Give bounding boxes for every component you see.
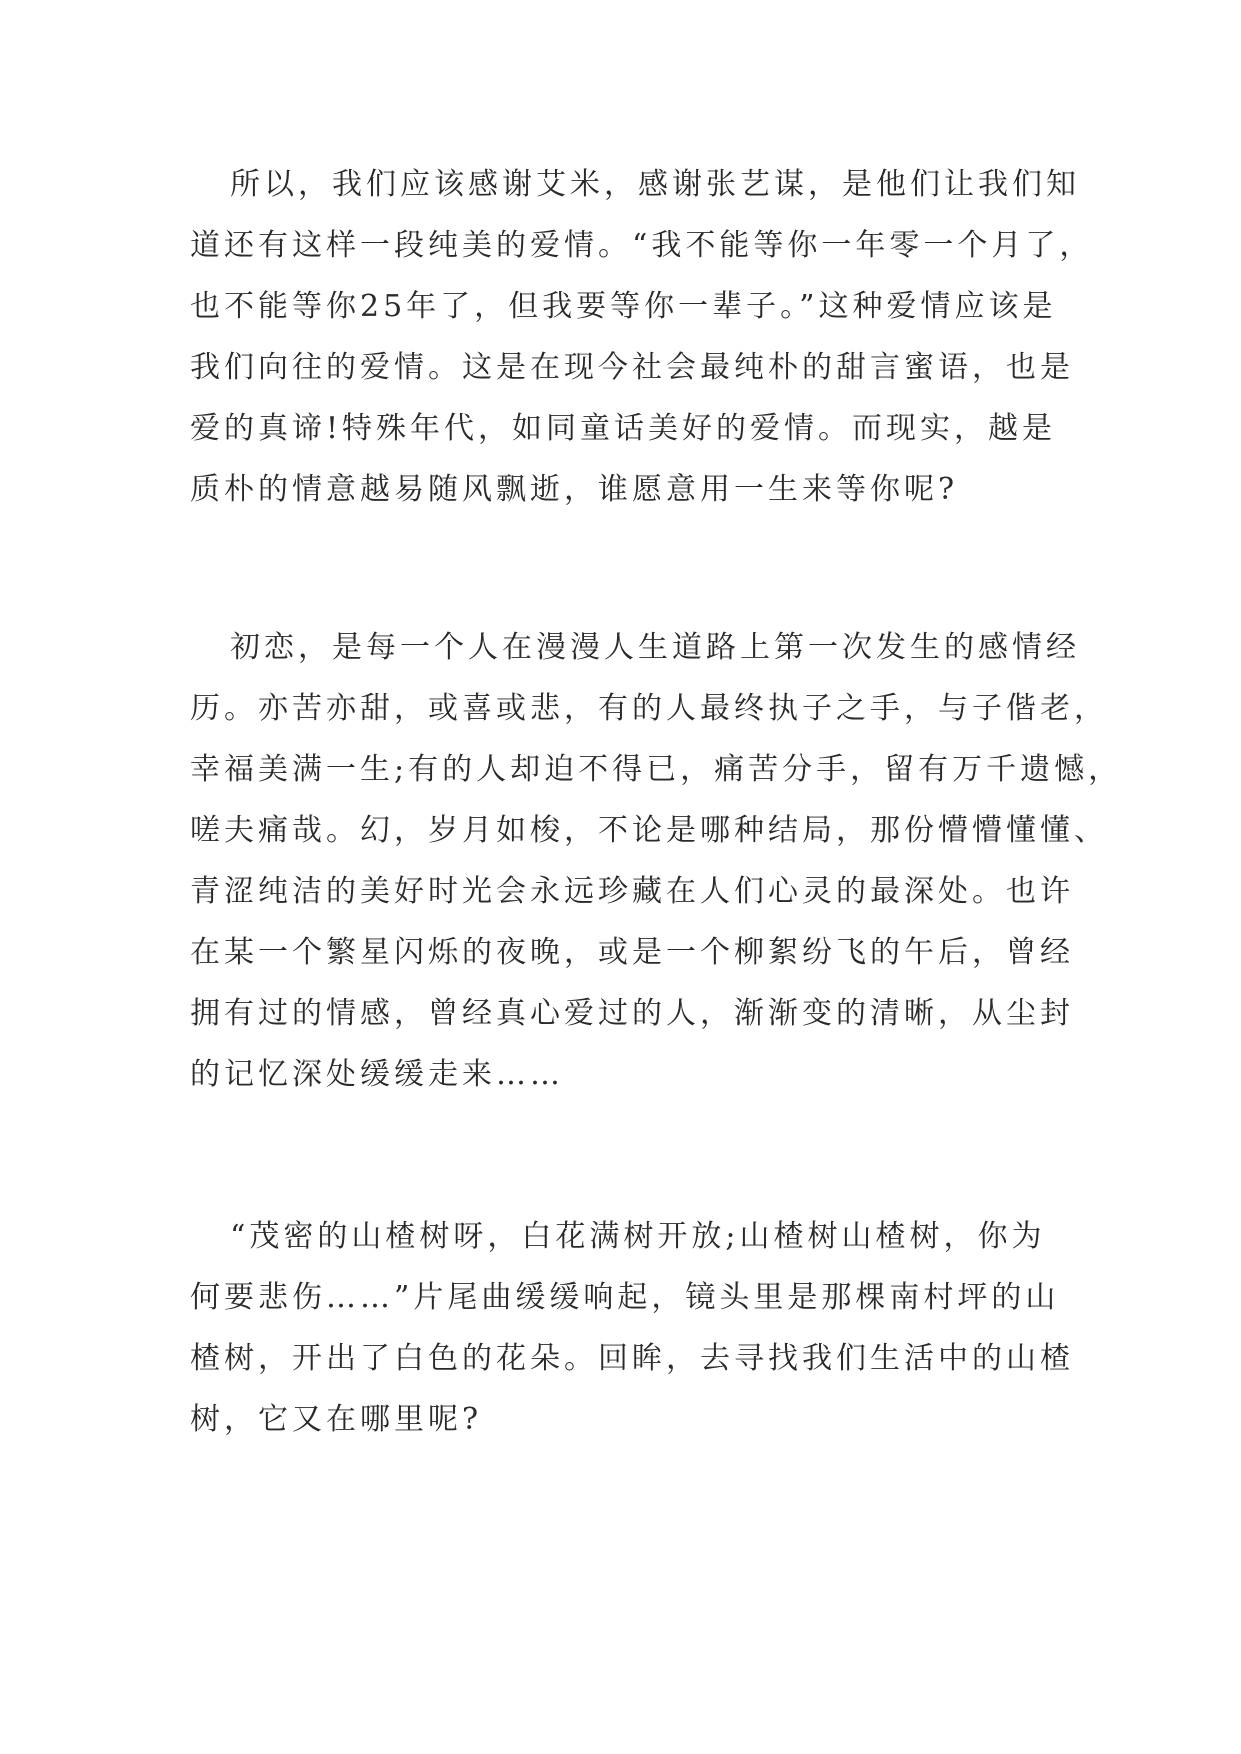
text-line: 我们向往的爱情。这是在现今社会最纯朴的甜言蜜语，也是 — [190, 350, 1074, 385]
text-line: 所以，我们应该感谢艾米，感谢张艺谋，是他们让我们知 — [230, 167, 1080, 202]
paragraph-first-love — [190, 617, 1123, 1105]
text-line: 青涩纯洁的美好时光会永远珍藏在人们心灵的最深处。也许 — [190, 874, 1074, 909]
text-line: 也不能等你25年了，但我要等你一辈子。”这种爱情应该是 — [190, 289, 1057, 324]
text-line: 质朴的情意越易随风飘逝，谁愿意用一生来等你呢? — [190, 472, 959, 507]
text-line: 拥有过的情感，曾经真心爱过的人，渐渐变的清晰，从尘封 — [190, 996, 1074, 1031]
text-line: 幸福美满一生;有的人却迫不得已，痛苦分手，留有万千遗憾， — [190, 752, 1123, 787]
text-line: 的记忆深处缓缓走来…… — [190, 1057, 564, 1092]
text-line: 树，它又在哪里呢? — [190, 1402, 483, 1437]
text-line: 爱的真谛!特殊年代，如同童话美好的爱情。而现实，越是 — [190, 411, 1057, 446]
text-line: 历。亦苦亦甜，或喜或悲，有的人最终执子之手，与子偕老， — [190, 691, 1108, 726]
text-line: 楂树，开出了白色的花朵。回眸，去寻找我们生活中的山楂 — [190, 1341, 1074, 1376]
text-line: 何要悲伤……”片尾曲缓缓响起，镜头里是那棵南村坪的山 — [190, 1280, 1060, 1315]
text-line: “茂密的山楂树呀，白花满树开放;山楂树山楂树，你为 — [230, 1219, 1046, 1254]
text-line: 道还有这样一段纯美的爱情。“我不能等你一年零一个月了， — [190, 228, 1094, 263]
paragraph-hawthorn-tree — [190, 1206, 1074, 1450]
text-line: 初恋，是每一个人在漫漫人生道路上第一次发生的感情经 — [230, 630, 1080, 665]
text-line: 嗟夫痛哉。幻，岁月如梭，不论是哪种结局，那份懵懵懂懂、 — [190, 813, 1108, 848]
text-line: 在某一个繁星闪烁的夜晚，或是一个柳絮纷飞的午后，曾经 — [190, 935, 1074, 970]
paragraph-gratitude — [190, 154, 1094, 520]
